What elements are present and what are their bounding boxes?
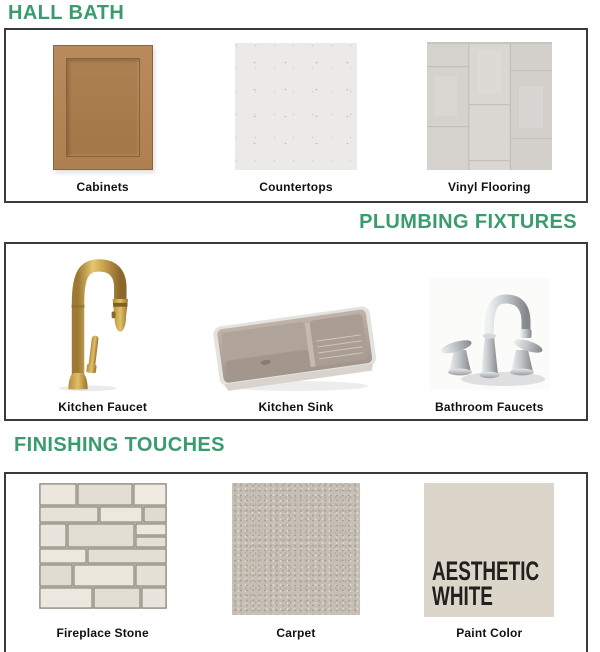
paint-color-swatch	[424, 483, 554, 617]
kitchen-sink-cell	[199, 244, 392, 419]
cabinet-door-panel	[66, 58, 140, 157]
cabinets-swatch	[53, 45, 153, 170]
carpet-cell	[199, 474, 392, 652]
vinyl-flooring-cell	[393, 30, 586, 201]
kitchen-faucet-label: Kitchen Faucet	[58, 400, 148, 414]
plumbing-fixtures-board	[4, 242, 588, 421]
paint-color-cell	[393, 474, 586, 652]
section-title-plumbing-fixtures: PLUMBING FIXTURES	[359, 211, 577, 233]
fireplace-stone-swatch	[39, 483, 167, 609]
cabinets-cell	[6, 30, 199, 201]
paint-name-line1: AESTHETIC	[432, 555, 540, 586]
carpet-label: Carpet	[276, 626, 316, 640]
carpet-swatch	[232, 483, 360, 615]
kitchen-sink-label: Kitchen Sink	[258, 400, 334, 414]
cabinets-label: Cabinets	[76, 180, 129, 194]
fireplace-stone-label: Fireplace Stone	[56, 626, 149, 640]
countertops-swatch	[235, 43, 357, 170]
section-title-hall-bath: HALL BATH	[8, 2, 125, 24]
finishing-touches-board	[4, 472, 588, 652]
countertops-cell	[199, 30, 392, 201]
kitchen-faucet-image	[55, 256, 151, 392]
paint-name-text	[432, 555, 540, 611]
bathroom-faucets-image	[429, 278, 549, 390]
bathroom-faucets-label: Bathroom Faucets	[435, 400, 544, 414]
hall-bath-board	[4, 28, 588, 203]
countertops-label: Countertops	[259, 180, 333, 194]
fireplace-stone-cell	[6, 474, 199, 652]
kitchen-sink-image	[210, 302, 382, 394]
section-title-finishing-touches: FINISHING TOUCHES	[14, 434, 225, 456]
vinyl-flooring-label: Vinyl Flooring	[448, 180, 531, 194]
bathroom-faucets-cell	[393, 244, 586, 419]
vinyl-flooring-swatch	[427, 42, 552, 170]
paint-name-line2: WHITE	[432, 580, 494, 611]
paint-color-label: Paint Color	[456, 626, 523, 640]
kitchen-faucet-cell	[6, 244, 199, 419]
